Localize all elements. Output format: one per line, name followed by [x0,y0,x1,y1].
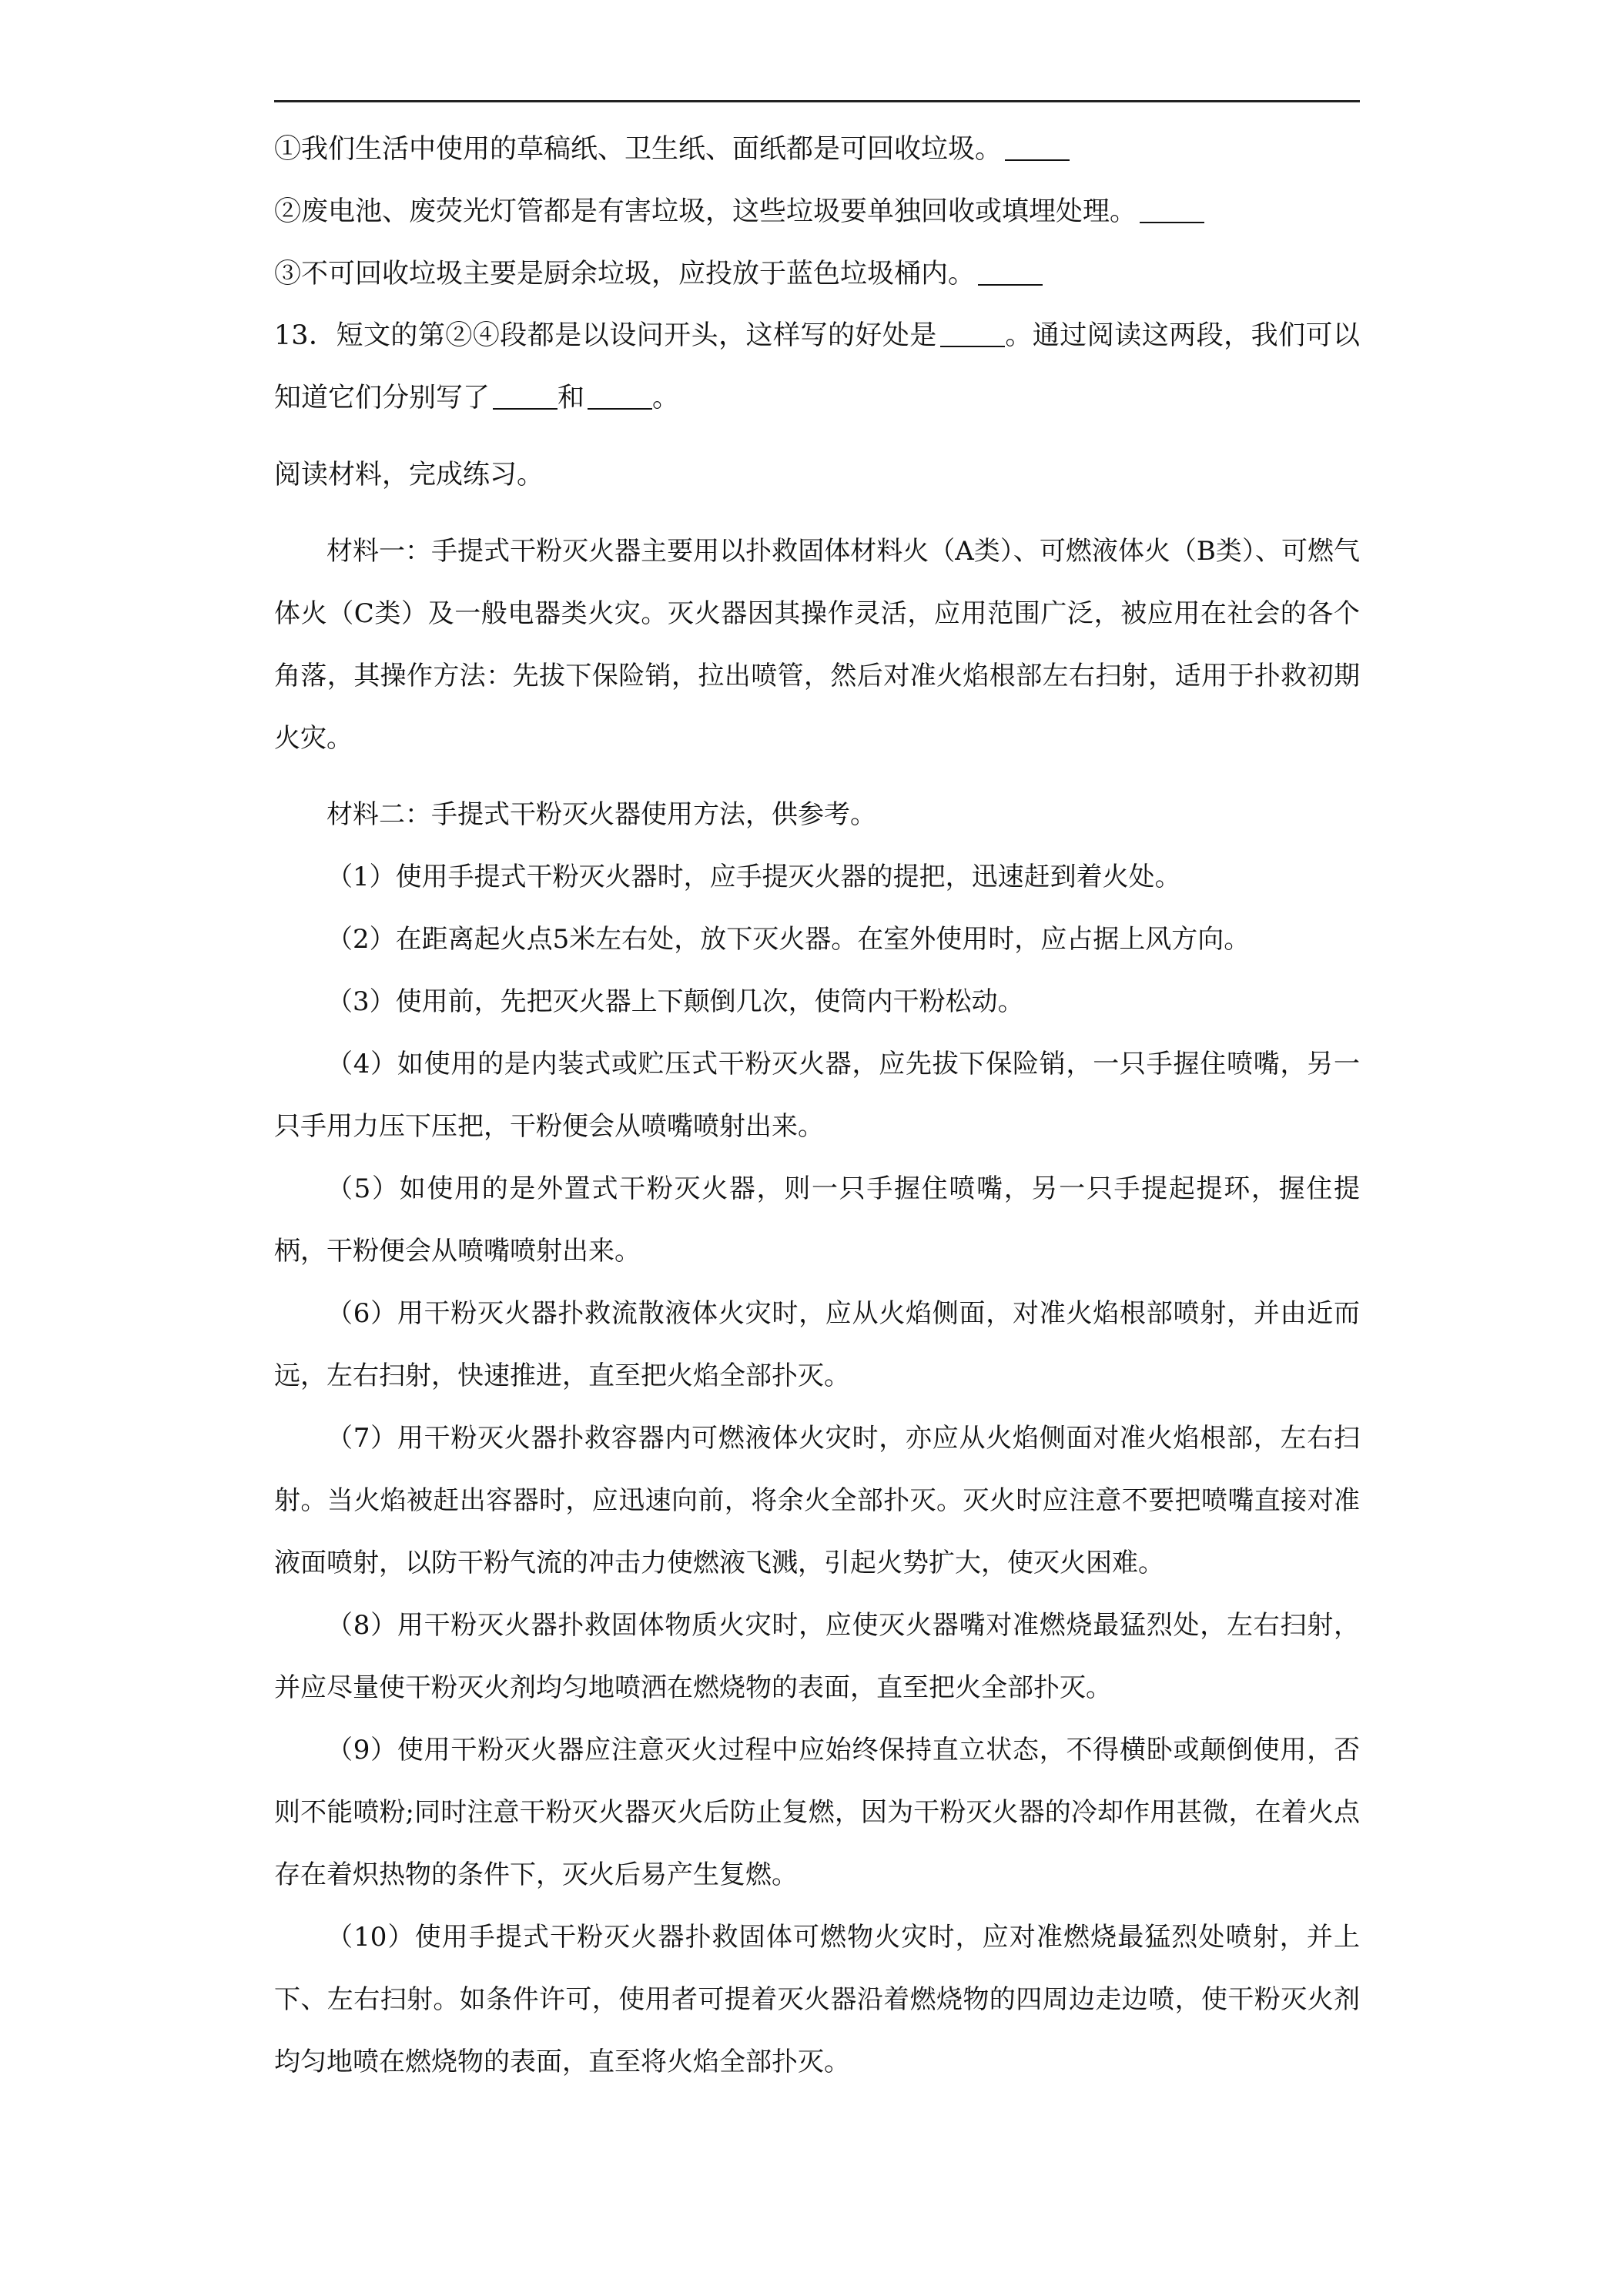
question-13: 13．短文的第②④段都是以设问开头，这样写的好处是 。通过阅读这两段，我们可以知道它们分别写了 和 。 [274,320,1360,413]
answer-blank[interactable] [1005,132,1070,161]
q12-item-1: ①我们生活中使用的草稿纸、卫生纸、面纸都是可回收垃圾。 [274,132,1360,166]
page-content [274,132,1360,2094]
answer-blank[interactable] [1140,195,1204,223]
answer-blank[interactable] [978,257,1043,286]
q12-item-2: ②废电池、废荧光灯管都是有害垃圾，这些垃圾要单独回收或填埋处理。 [274,195,1360,229]
usage-step-1: （1）使用手提式干粉灭火器时，应手提灭火器的提把，迅速赶到着火处。 [326,862,1181,892]
usage-step-8: （8）用干粉灭火器扑救固体物质火灾时，应使灭火器嘴对准燃烧最猛烈处，左右扫射，并应尽量使干粉灭火剂均匀地喷洒在燃烧物的表面，直至把火全部扑灭。 [274,1610,1360,1703]
q12-item-3: ③不可回收垃圾主要是厨余垃圾，应投放于蓝色垃圾桶内。 [274,257,1360,291]
reading-instruction: 阅读材料，完成练习。 [274,460,544,490]
usage-step-6: （6）用干粉灭火器扑救流散液体火灾时，应从火焰侧面，对准火焰根部喷射，并由近而远，左右扫射，快速推进，直至把火焰全部扑灭。 [274,1298,1360,1391]
header-rule [274,100,1360,102]
usage-step-7: （7）用干粉灭火器扑救容器内可燃液体火灾时，亦应从火焰侧面对准火焰根部，左右扫射。当火焰被赶出容器时，应迅速向前，将余火全部扑灭。灭火时应注意不要把喷嘴直接对准液面喷射，以防干粉气流的冲击力使燃液飞溅，引起火势扩大，使灭火困难。 [274,1423,1360,1578]
answer-blank[interactable] [493,381,558,410]
usage-step-5: （5）如使用的是外置式干粉灭火器，则一只手握住喷嘴，另一只手提起提环，握住提柄，干粉便会从喷嘴喷射出来。 [274,1173,1360,1267]
material-2-heading: 材料二：手提式干粉灭火器使用方法，供参考。 [326,799,876,830]
answer-blank[interactable] [940,319,1005,347]
usage-step-10: （10）使用手提式干粉灭火器扑救固体可燃物火灾时，应对准燃烧最猛烈处喷射，并上下、左右扫射。如条件许可，使用者可提着灭火器沿着燃烧物的四周边走边喷，使干粉灭火剂均匀地喷在燃烧物的表面，直至将火焰全部扑灭。 [274,1922,1360,2077]
answer-blank[interactable] [588,381,652,410]
usage-step-4: （4）如使用的是内装式或贮压式干粉灭火器，应先拔下保险销，一只手握住喷嘴，另一只手用力压下压把，干粉便会从喷嘴喷射出来。 [274,1049,1360,1142]
usage-step-2: （2）在距离起火点5米左右处，放下灭火器。在室外使用时，应占据上风方向。 [326,924,1251,955]
usage-step-3: （3）使用前，先把灭火器上下颠倒几次，使筒内干粉松动。 [326,986,1024,1017]
material-1: 材料一：手提式干粉灭火器主要用以扑救固体材料火（A类）、可燃液体火（B类）、可燃气体火（C类）及一般电器类火灾。灭火器因其操作灵活，应用范围广泛，被应用在社会的各个角落，其操作方法：先拔下保险销，拉出喷管，然后对准火焰根部左右扫射，适用于扑救初期火灾。 [274,536,1360,754]
usage-step-9: （9）使用干粉灭火器应注意灭火过程中应始终保持直立状态，不得横卧或颠倒使用，否则不能喷粉;同时注意干粉灭火器灭火后防止复燃，因为干粉灭火器的冷却作用甚微，在着火点存在着炽热物的条件下，灭火后易产生复燃。 [274,1735,1360,1890]
